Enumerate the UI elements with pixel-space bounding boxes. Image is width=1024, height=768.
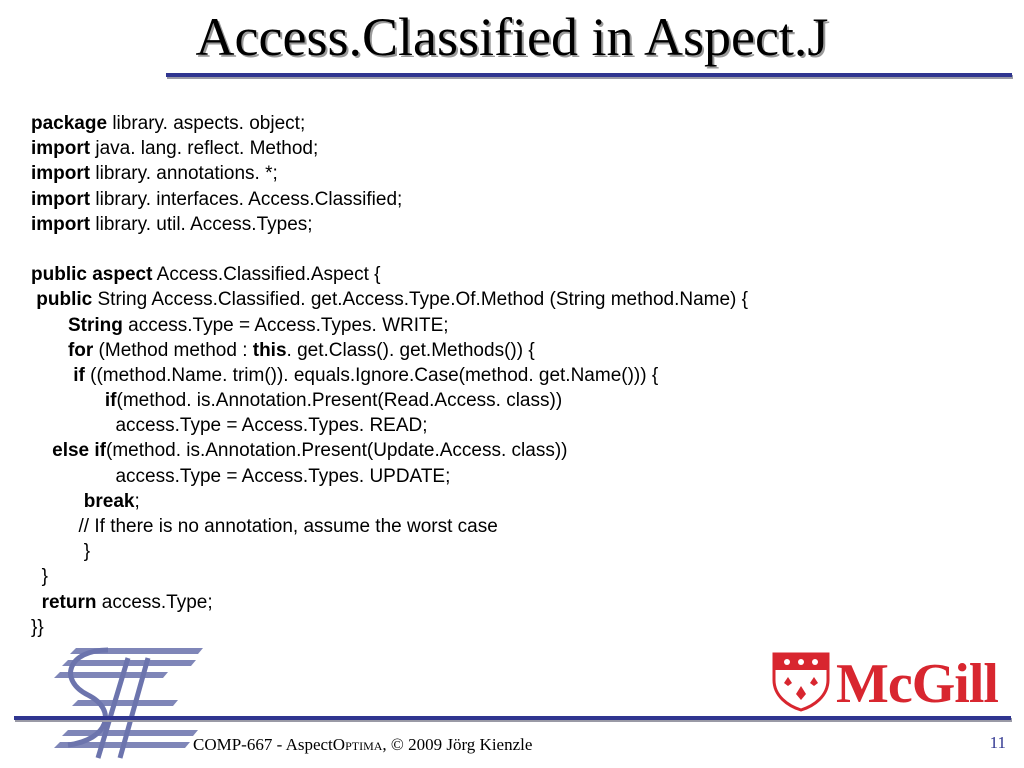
- mcgill-wordmark: McGill: [836, 653, 998, 715]
- code-line: [31, 388, 748, 413]
- code-text: ((method.Name. trim()). equals.Ignore.Case(method. get.Name())) {: [84, 364, 659, 386]
- code-keyword: public: [36, 289, 93, 311]
- code-keyword: String: [67, 314, 123, 336]
- code-keyword: public aspect: [31, 264, 153, 286]
- code-keyword: else: [52, 440, 90, 462]
- code-indent: [31, 440, 52, 461]
- code-indent: [31, 491, 84, 512]
- code-text: (method. is.Annotation.Present(Update.Access. class)): [106, 440, 568, 462]
- slide-title: Access.Classified in Aspect.J: [195, 7, 829, 67]
- code-block: [31, 111, 748, 640]
- footer-text: [193, 735, 532, 755]
- footer-optima-o: O: [332, 735, 346, 754]
- mcgill-shield-icon: [770, 650, 832, 712]
- code-text: access.Type = Access.Types. READ;: [115, 415, 428, 437]
- code-line: [31, 590, 748, 615]
- code-keyword: if: [104, 390, 117, 412]
- code-text: access.Type;: [96, 591, 213, 613]
- code-keyword: package: [31, 113, 108, 134]
- code-indent: [31, 466, 115, 487]
- code-text: }}: [31, 616, 44, 638]
- code-indent: [31, 340, 68, 361]
- code-text: library. interfaces. Access.Classified;: [90, 188, 403, 210]
- page-number: 11: [989, 733, 1006, 752]
- title-divider: [166, 73, 1012, 77]
- code-line: [31, 539, 748, 564]
- code-line: [31, 187, 748, 212]
- code-line: [31, 136, 748, 161]
- footer-optima-rest: PTIMA: [345, 739, 383, 753]
- code-keyword: import: [31, 188, 91, 210]
- code-text: . get.Class(). get.Methods()) {: [286, 339, 535, 361]
- code-keyword: import: [31, 138, 91, 160]
- code-text: access.Type = Access.Types. WRITE;: [122, 314, 449, 336]
- code-text: java. lang. reflect. Method;: [90, 138, 319, 160]
- code-text: library. annotations. *;: [90, 163, 278, 185]
- code-line: [31, 212, 748, 237]
- footer-prefix: COMP-667 - Aspect: [193, 735, 333, 754]
- code-text: }: [83, 541, 91, 563]
- code-text: library. util. Access.Types;: [90, 213, 313, 235]
- footer-suffix: , © 2009 Jörg Kienzle: [382, 735, 533, 754]
- footer-divider: [14, 716, 1011, 720]
- code-indent: [31, 315, 68, 336]
- code-keyword: if: [73, 364, 85, 386]
- code-text: String Access.Classified. get.Access.Type.Of.Method (String method.Name) {: [92, 289, 749, 311]
- code-keyword: import: [31, 213, 91, 235]
- code-line: [31, 313, 748, 338]
- code-line: [31, 262, 748, 287]
- code-text: library. aspects. object;: [107, 113, 306, 134]
- code-text: (Method method :: [93, 339, 253, 361]
- code-indent: [31, 592, 42, 613]
- code-text: access.Type = Access.Types. UPDATE;: [115, 465, 451, 487]
- code-text: }: [41, 566, 48, 588]
- code-line: [31, 464, 748, 489]
- code-line: [31, 111, 748, 136]
- code-line: [31, 413, 748, 438]
- code-indent: [31, 415, 115, 436]
- code-text: Access.Classified.Aspect {: [152, 264, 381, 286]
- code-text: (method. is.Annotation.Present(Read.Access. class)): [116, 390, 563, 412]
- code-line: [31, 489, 748, 514]
- code-indent: [31, 390, 105, 411]
- code-keyword: import: [31, 163, 91, 185]
- code-text: ;: [134, 490, 140, 512]
- code-line: [31, 564, 748, 589]
- code-line: [31, 615, 748, 640]
- code-line: [31, 438, 748, 463]
- code-text: // If there is no annotation, assume the worst case: [78, 516, 498, 537]
- code-line: [31, 338, 748, 363]
- code-keyword: break: [83, 490, 135, 512]
- code-line: [31, 237, 748, 262]
- code-keyword: return: [41, 591, 97, 613]
- code-keyword: for: [67, 339, 94, 361]
- code-indent: [31, 541, 84, 562]
- code-keyword: this: [252, 339, 287, 361]
- code-line: [31, 514, 748, 539]
- code-indent: [31, 516, 79, 537]
- code-keyword: if: [94, 440, 106, 462]
- sel-logo-icon: [8, 640, 208, 765]
- code-indent: [31, 365, 73, 386]
- code-indent: [31, 566, 42, 587]
- code-line: [31, 287, 748, 312]
- code-line: [31, 161, 748, 186]
- code-line: [31, 363, 748, 388]
